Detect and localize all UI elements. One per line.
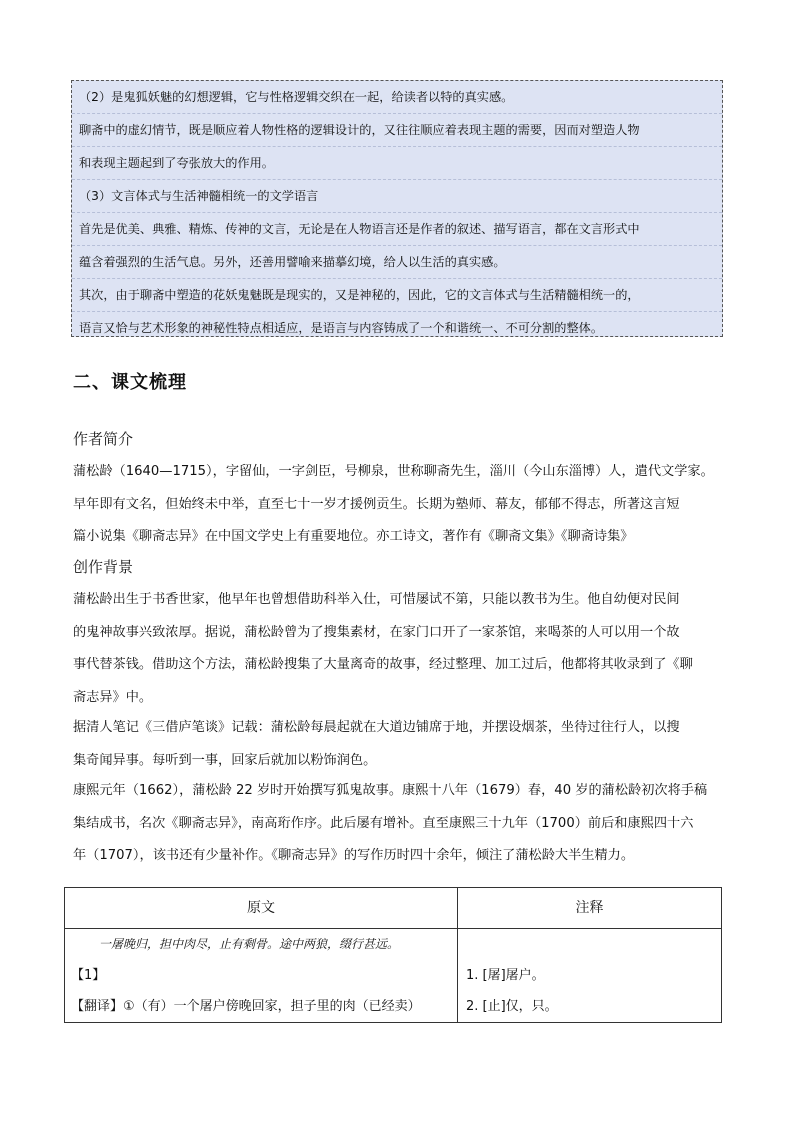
note-line: 其次，由于聊斋中塑造的花妖鬼魅既是现实的，又是神秘的，因此，它的文言体式与生活精髓相统一的， (72, 279, 722, 312)
section-heading: 二、课文梳理 (73, 372, 187, 393)
background-heading: 创作背景 (73, 558, 134, 576)
table-header-original: 原文 (247, 900, 275, 916)
author-intro-heading: 作者简介 (73, 430, 134, 448)
text-line: 年（1707），该书还有少量补作。《聊斋志异》的写作历时四十余年，倾注了蒲松龄大半生精力。 (73, 848, 635, 863)
text-line: 篇小说集《聊斋志异》在中国文学史上有重要地位。亦工诗文，著作有《聊斋文集》《聊斋诗集》 (73, 529, 634, 544)
notes-cell (466, 960, 721, 1022)
note-line: 语言又恰与艺术形象的神秘性特点相适应，是语言与内容铸成了一个和谐统一、不可分割的整体。 (79, 321, 604, 335)
translation-label: 【翻译】 (71, 999, 124, 1014)
translation-row (71, 991, 455, 1022)
translation-text: ①（有）一个屠户傍晚回家，担子里的肉（已经卖） (123, 999, 421, 1014)
note-line: （3）文言体式与生活神髓相统一的文学语言 (72, 180, 722, 213)
note-line: 首先是优美、典雅、精炼、传神的文言，无论是在人物语言还是作者的叙述、描写语言，都在文言形式中 (72, 213, 722, 246)
text-line: 康熙元年（1662），蒲松龄 22 岁时开始撰写狐鬼故事。康熙十八年（1679）春，40 岁的蒲松龄初次将手稿 (73, 783, 708, 798)
note-line: （2）是鬼狐妖魅的幻想逻辑，它与性格逻辑交织在一起，给读者以特的真实感。 (72, 81, 722, 114)
note-item: 1. [屠]屠户。 (466, 968, 545, 983)
original-text: 一屠晚归，担中肉尽，止有剩骨。途中两狼，缀行甚远。 (99, 937, 400, 951)
background-paragraph-2 (73, 712, 723, 777)
background-paragraph-3 (73, 775, 723, 873)
text-line: 斋志异》中。 (73, 689, 153, 705)
text-line: 的鬼神故事兴致浓厚。据说，蒲松龄曾为了搜集素材，在家门口开了一家茶馆，来喝茶的人可以用一个故 (73, 624, 680, 640)
note-line: 和表现主题起到了夸张放大的作用。 (72, 147, 722, 180)
text-line: 据清人笔记《三借庐笔谈》记载：蒲松龄每晨起就在大道边铺席于地，并摆设烟茶，坐待过往行人，以搜 (73, 720, 680, 735)
text-line: 蒲松龄出生于书香世家，他早年也曾想借助科举入仕，可惜屡试不第，只能以教书为生。他自幼便对民间 (73, 592, 680, 607)
text-line: 集结成书，名次《聊斋志异》，南高珩作序。此后屡有增补。直至康熙三十九年（1700）前后和康熙四十六 (73, 815, 694, 831)
note-item: 2. [止]仅，只。 (466, 999, 558, 1014)
paragraph-marker: 【1】 (71, 968, 106, 983)
author-intro-paragraph (73, 456, 723, 554)
text-line: 蒲松龄（1640—1715），字留仙，一字剑臣，号柳泉，世称聊斋先生，淄川（今山东淄博）人，遣代文学家。 (73, 464, 714, 479)
note-line: 蕴含着强烈的生活气息。另外，还善用譬喻来描摹幻境，给人以生活的真实感。 (72, 246, 722, 279)
text-line: 集奇闻异事。每听到一事，回家后就加以粉饰润色。 (73, 752, 377, 768)
text-line: 事代替茶钱。借助这个方法，蒲松龄搜集了大量离奇的故事，经过整理、加工过后，他都将其收录到了《聊 (73, 657, 693, 672)
table-header-notes: 注释 (575, 900, 604, 916)
text-line: 早年即有文名，但始终未中举，直至七十一岁才援例贡生。长期为塾师、幕友，郁郁不得志，所著这言短 (73, 496, 680, 512)
original-text-cell (71, 929, 455, 1022)
annotation-table (64, 887, 722, 1023)
background-paragraph-1 (73, 584, 723, 714)
highlight-note-box (71, 80, 723, 337)
note-line: 聊斋中的虚幻情节，既是顺应着人物性格的逻辑设计的，又往往顺应着表现主题的需要，因而对塑造人物 (72, 114, 722, 147)
